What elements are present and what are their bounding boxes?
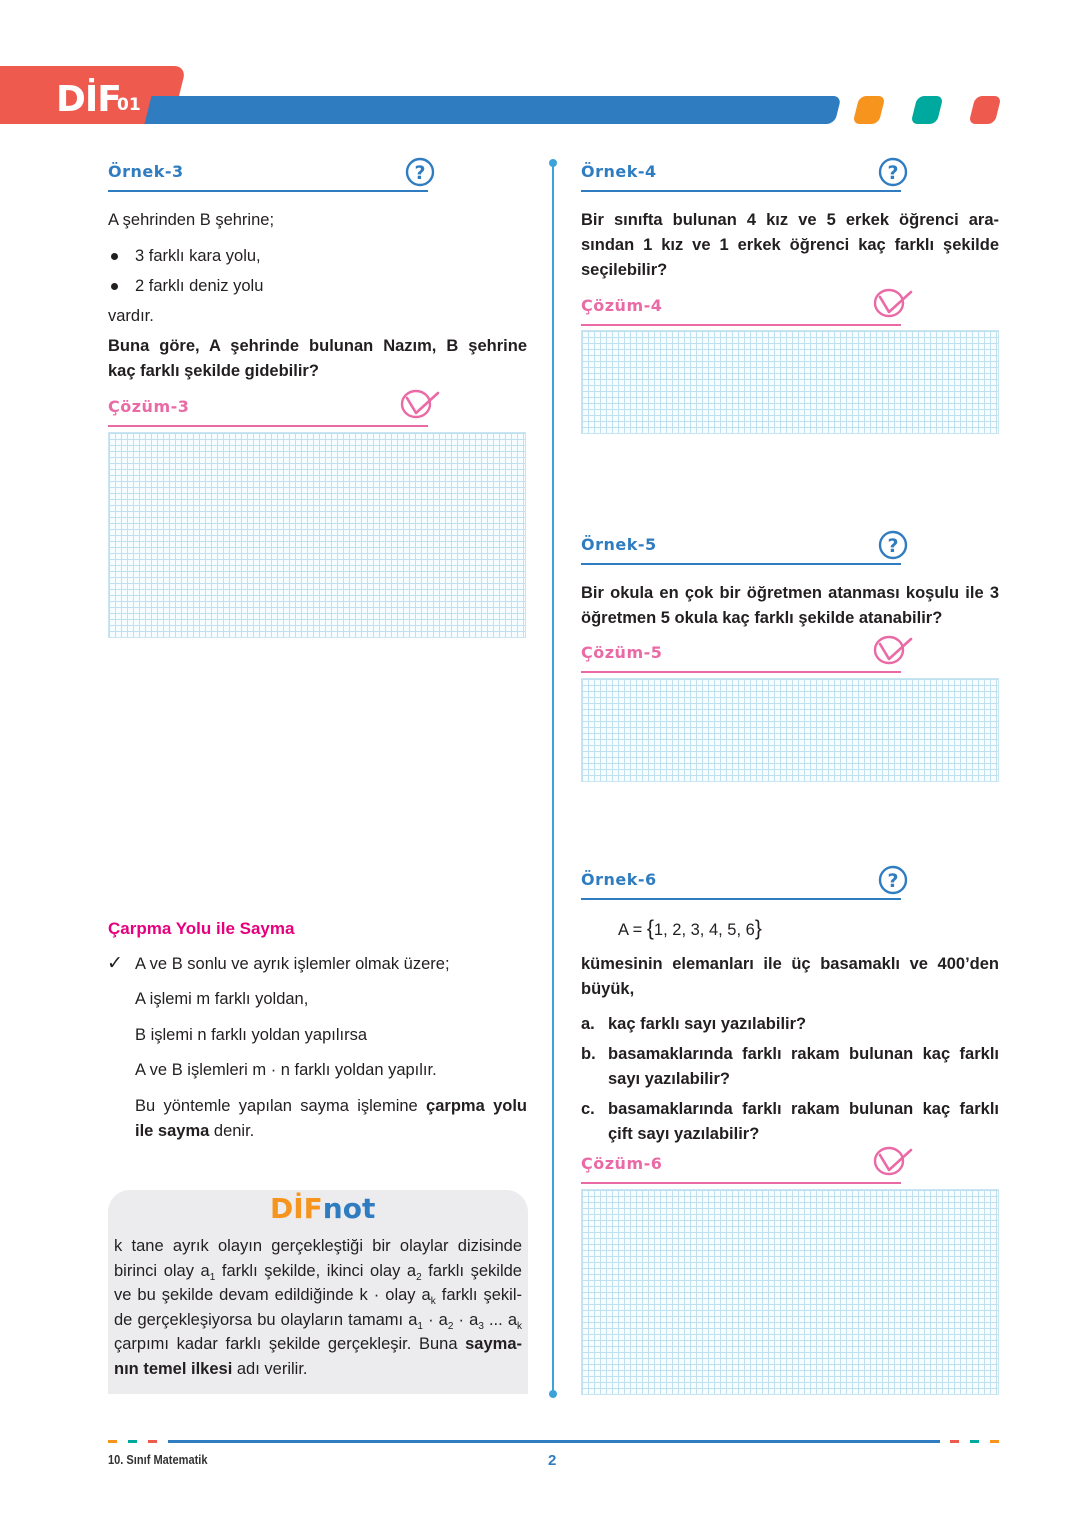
footer-dash-red — [950, 1440, 959, 1443]
header-chip-orange — [853, 96, 886, 124]
note-line-4: de gerçekleşiyorsa bu olayların tamamı $a_1 \cdot a_2 \cdot a_3$ ... $a_k$ — [114, 1311, 523, 1332]
check-icon: ✓ — [107, 953, 123, 974]
example-5-header — [581, 533, 901, 565]
example-3-bullet-2: 2 farklı deniz yolu — [135, 277, 264, 295]
solution-4-header — [581, 294, 901, 326]
item-c-line-2: çift sayı yazılabilir? — [608, 1125, 760, 1143]
example-3-bullet-1: 3 farklı kara yolu, — [135, 247, 261, 265]
checkmark-circle-icon — [398, 385, 442, 421]
page-number: 2 — [548, 1452, 557, 1469]
solution-5-header — [581, 641, 901, 673]
set-definition: A = {1, 2, 3, 4, 5, 6} — [618, 917, 762, 940]
example-5-question-line-1: Bir okula en çok bir öğretmen atanması koşulu ile 3 — [581, 584, 999, 602]
solution-3-header — [108, 395, 428, 427]
note-line-5: çarpımı kadar farklı şekilde gerçekleşir. Buna sayma- — [114, 1335, 522, 1353]
footer-dash-red — [148, 1440, 157, 1443]
checkmark-circle-icon — [871, 1142, 915, 1178]
rule-line-3: B işlemi n farklı yoldan yapılırsa — [135, 1026, 368, 1044]
bullet-dot — [111, 253, 118, 260]
solution-4-grid — [581, 330, 999, 434]
example-5-question-line-2: öğretmen 5 okula kaç farklı şekilde atanabilir? — [581, 609, 943, 627]
dif-note-logo: DİFnot — [270, 1192, 376, 1225]
divider-dot-top — [549, 159, 557, 167]
unit-number: 01 — [117, 95, 141, 115]
svg-text:?: ? — [887, 535, 899, 557]
svg-text:?: ? — [414, 162, 426, 184]
note-line-2: birinci olay $a_1$ farklı şekilde, ikinci olay $a_2$ farklı şekilde — [114, 1262, 522, 1283]
item-b-line-2: sayı yazılabilir? — [608, 1070, 730, 1088]
example-6-header — [581, 868, 901, 900]
solution-6-grid — [581, 1189, 999, 1395]
example-4-question-line-1: Bir sınıfta bulunan 4 kız ve 5 erkek öğrenci ara- — [581, 211, 999, 229]
question-icon — [877, 864, 909, 896]
example-3-question-line-1: Buna göre, A şehrinde bulunan Nazım, B şehrine — [108, 337, 527, 355]
example-6-title: Örnek-6 — [581, 870, 657, 889]
solution-6-header — [581, 1152, 901, 1184]
example-3-title: Örnek-3 — [108, 162, 184, 181]
example-6-underline — [581, 898, 901, 900]
footer-dash-orange — [108, 1440, 117, 1443]
example-6-statement-line-1: kümesinin elemanları ile üç basamaklı ve 400’den — [581, 955, 999, 973]
item-b-label: b. — [581, 1045, 596, 1063]
header-chip-red — [969, 96, 1002, 124]
solution-3-grid — [108, 432, 526, 638]
solution-5-title: Çözüm-5 — [581, 643, 663, 662]
footer-book-title: 10. Sınıf Matematik — [108, 1452, 208, 1467]
solution-4-underline — [581, 324, 901, 326]
example-4-underline — [581, 190, 901, 192]
footer-dash-orange — [990, 1440, 999, 1443]
question-icon — [404, 156, 436, 188]
example-5-title: Örnek-5 — [581, 535, 657, 554]
svg-text:?: ? — [887, 162, 899, 184]
item-c-line-1: basamaklarında farklı rakam bulunan kaç farklı — [608, 1100, 999, 1118]
dif-logo: DİF — [56, 79, 121, 120]
header-bar — [145, 96, 842, 124]
rule-line-1: A ve B sonlu ve ayrık işlemler olmak üzere; — [135, 955, 450, 973]
footer-bar — [168, 1440, 940, 1443]
item-b-line-1: basamaklarında farklı rakam bulunan kaç farklı — [608, 1045, 999, 1063]
example-4-title: Örnek-4 — [581, 162, 657, 181]
bullet-dot — [111, 283, 118, 290]
solution-6-underline — [581, 1182, 901, 1184]
checkmark-circle-icon — [871, 284, 915, 320]
svg-text:?: ? — [887, 870, 899, 892]
footer-dash-teal — [128, 1440, 137, 1443]
footer-dash-teal — [970, 1440, 979, 1443]
header-chip-teal — [911, 96, 944, 124]
item-a-text: kaç farklı sayı yazılabilir? — [608, 1015, 807, 1033]
divider-dot-bottom — [549, 1390, 557, 1398]
rule-line-5: Bu yöntemle yapılan sayma işlemine çarpma yolu — [135, 1097, 527, 1115]
example-3-outro: vardır. — [108, 307, 154, 325]
rule-line-2: A işlemi m farklı yoldan, — [135, 990, 309, 1008]
solution-4-title: Çözüm-4 — [581, 296, 663, 315]
column-divider — [552, 162, 554, 1394]
example-5-underline — [581, 563, 901, 565]
note-line-3: ve bu şekilde devam edildiğinde k · olay $a_k$ farklı şekil- — [114, 1286, 522, 1307]
example-4-question-line-2: sından 1 kız ve 1 erkek öğrenci kaç farklı şekilde — [581, 236, 999, 254]
header-tab-edge — [0, 66, 40, 124]
solution-3-underline — [108, 425, 428, 427]
question-icon — [877, 529, 909, 561]
solution-5-underline — [581, 671, 901, 673]
example-3-underline — [108, 190, 428, 192]
item-a-label: a. — [581, 1015, 595, 1033]
note-line-1: k tane ayrık olayın gerçekleştiği bir olaylar dizisinde — [114, 1237, 522, 1255]
item-c-label: c. — [581, 1100, 595, 1118]
question-icon — [877, 156, 909, 188]
example-3-question-line-2: kaç farklı şekilde gidebilir? — [108, 362, 319, 380]
example-6-statement-line-2: büyük, — [581, 980, 635, 998]
rule-line-6: ile sayma denir. — [135, 1122, 255, 1140]
solution-6-title: Çözüm-6 — [581, 1154, 663, 1173]
note-line-6: nın temel ilkesi adı verilir. — [114, 1360, 308, 1378]
example-3-intro: A şehrinden B şehrine; — [108, 211, 275, 229]
example-3-header — [108, 160, 428, 192]
example-4-header — [581, 160, 901, 192]
checkmark-circle-icon — [871, 631, 915, 667]
example-4-question-line-3: seçilebilir? — [581, 261, 668, 279]
rule-heading: Çarpma Yolu ile Sayma — [108, 919, 295, 938]
solution-5-grid — [581, 678, 999, 782]
rule-line-4: A ve B işlemleri m · n farklı yoldan yapılır. — [135, 1061, 437, 1079]
solution-3-title: Çözüm-3 — [108, 397, 190, 416]
